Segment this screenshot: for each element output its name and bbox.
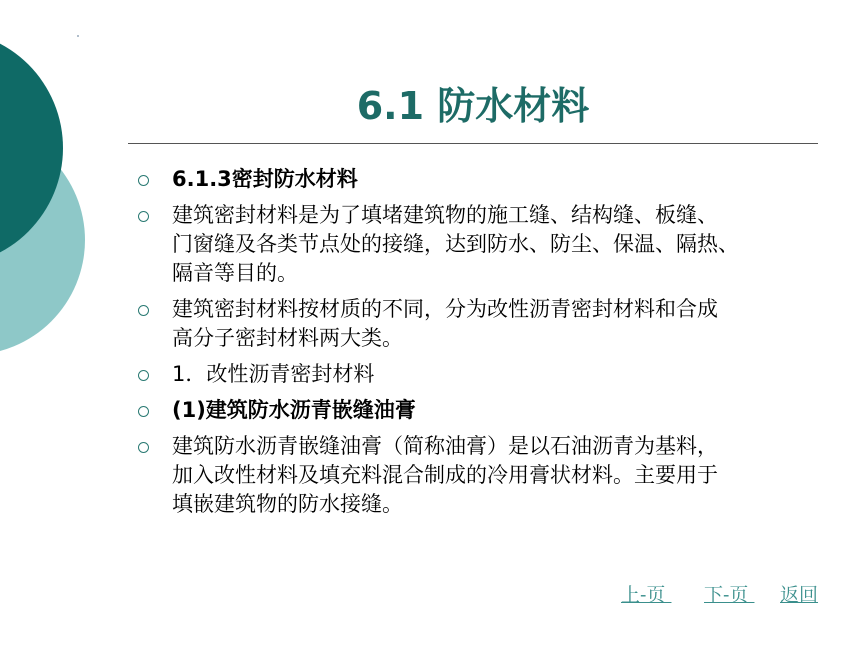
list-item [136,165,816,194]
bullet-icon [138,211,149,222]
title-divider [128,143,818,144]
prev-page-link[interactable]: 上-页 [621,584,672,606]
item-line: 隔音等目的。 [172,261,298,285]
slide-title: 6.1 防水材料 [356,84,590,128]
item-line: 6.1.3密封防水材料 [172,167,358,191]
item-line: 建筑密封材料是为了填堵建筑物的施工缝、结构缝、板缝、 [172,203,718,227]
item-line: (1)建筑防水沥青嵌缝油膏 [172,398,416,422]
bullet-icon [138,442,149,453]
item-line: 建筑防水沥青嵌缝油膏（简称油膏）是以石油沥青为基料， [172,434,718,458]
item-line: 高分子密封材料两大类。 [172,326,403,350]
list-item [136,432,816,519]
list-item [136,201,816,288]
bullet-icon [138,175,149,186]
item-line: 加入改性材料及填充料混合制成的冷用膏状材料。主要用于 [172,463,718,487]
list-item [136,295,816,353]
next-page-link[interactable]: 下-页 [704,584,755,606]
bullet-list [136,165,816,526]
bullet-icon [138,305,149,316]
back-link[interactable]: 返回 [780,584,819,606]
slide-navigation [0,580,860,606]
decorative-circles [0,0,140,360]
item-line: 建筑密封材料按材质的不同，分为改性沥青密封材料和合成 [172,297,718,321]
item-line: 1．改性沥青密封材料 [172,362,375,386]
list-item [136,396,816,425]
bullet-icon [138,406,149,417]
item-line: 门窗缝及各类节点处的接缝，达到防水、防尘、保温、隔热、 [172,232,739,256]
decorative-dot [77,35,79,37]
list-item [136,360,816,389]
bullet-icon [138,370,149,381]
item-line: 填嵌建筑物的防水接缝。 [172,492,403,516]
